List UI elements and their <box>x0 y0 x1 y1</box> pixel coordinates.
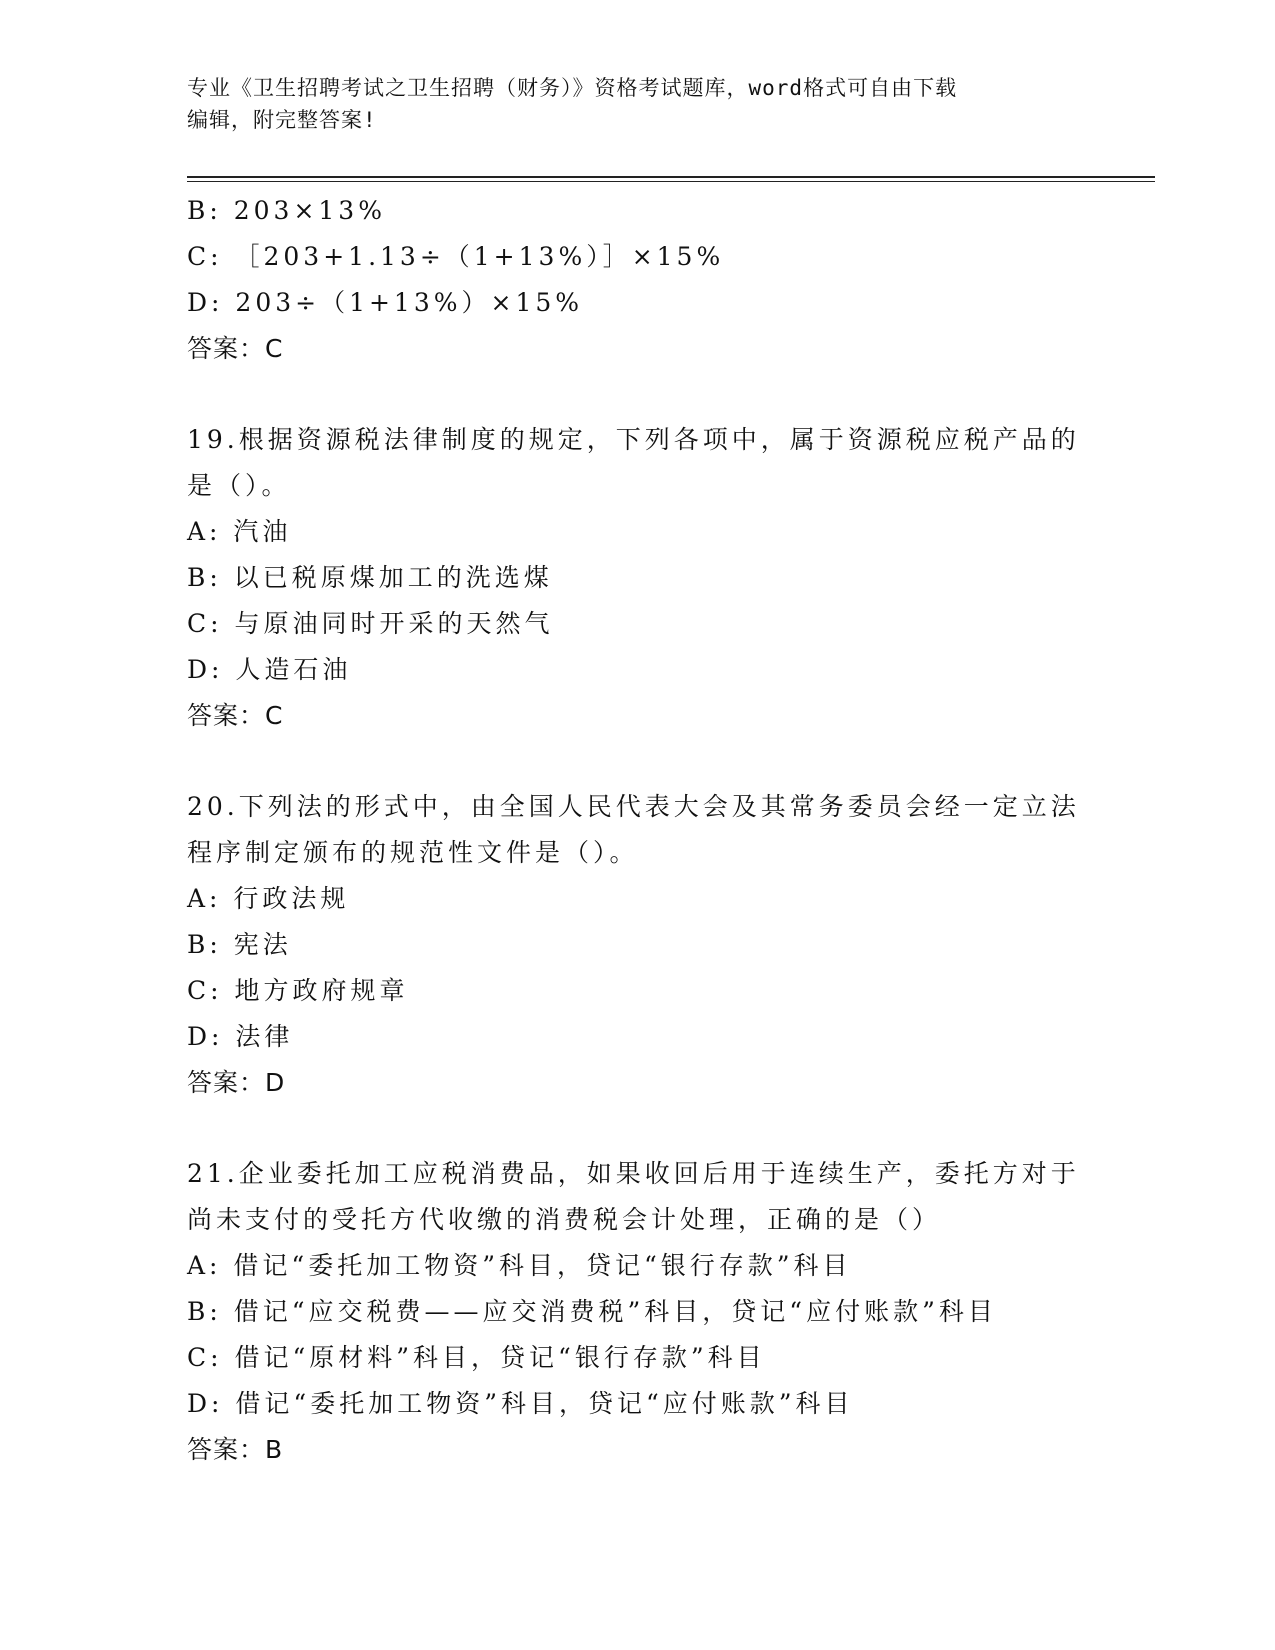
document-header <box>187 72 1067 136</box>
question-20 <box>187 784 1087 1106</box>
header-line-1: 专业《卫生招聘考试之卫生招聘（财务）》资格考试题库，word格式可自由下载 <box>187 76 958 100</box>
answer: 答案：D <box>187 1068 286 1097</box>
question-stem-line: 尚未支付的受托方代收缴的消费税会计处理，正确的是（） <box>187 1205 942 1234</box>
option-d: D: 人造石油 <box>187 655 352 684</box>
header-divider-thick <box>187 176 1155 178</box>
option-b: B: 以已税原煤加工的洗选煤 <box>187 563 553 592</box>
question-stem-line: 19.根据资源税法律制度的规定，下列各项中，属于资源税应税产品的 <box>187 425 1080 454</box>
answer: 答案：B <box>187 1435 284 1464</box>
option-c: C: ［203+1.13÷（1+13%）］×15% <box>187 242 725 271</box>
option-b: B: 宪法 <box>187 930 292 959</box>
answer: 答案：C <box>187 334 284 363</box>
question-stem-line: 是（）。 <box>187 471 291 500</box>
header-line-2: 编辑，附完整答案! <box>187 108 377 132</box>
header-divider-thin <box>187 181 1155 182</box>
option-b: B: 203×13% <box>187 196 386 225</box>
question-19 <box>187 417 1087 739</box>
question-18-tail <box>187 188 1087 372</box>
option-b: B: 借记“应交税费——应交消费税”科目，贷记“应付账款”科目 <box>187 1297 997 1326</box>
option-a: A: 汽油 <box>187 517 292 546</box>
option-a: A: 行政法规 <box>187 884 350 913</box>
question-stem-line: 程序制定颁布的规范性文件是（）。 <box>187 838 639 867</box>
option-c: C: 与原油同时开采的天然气 <box>187 609 554 638</box>
answer: 答案：C <box>187 701 284 730</box>
question-stem-line: 21.企业委托加工应税消费品，如果收回后用于连续生产，委托方对于 <box>187 1159 1080 1188</box>
question-list <box>187 188 1087 1473</box>
option-d: D: 203÷（1+13%）×15% <box>187 288 584 317</box>
option-c: C: 借记“原材料”科目，贷记“银行存款”科目 <box>187 1343 766 1372</box>
option-d: D: 借记“委托加工物资”科目，贷记“应付账款”科目 <box>187 1389 854 1418</box>
question-stem-line: 20.下列法的形式中，由全国人民代表大会及其常务委员会经一定立法 <box>187 792 1080 821</box>
option-d: D: 法律 <box>187 1022 294 1051</box>
option-a: A: 借记“委托加工物资”科目，贷记“银行存款”科目 <box>187 1251 852 1280</box>
option-c: C: 地方政府规章 <box>187 976 409 1005</box>
question-21 <box>187 1151 1087 1473</box>
